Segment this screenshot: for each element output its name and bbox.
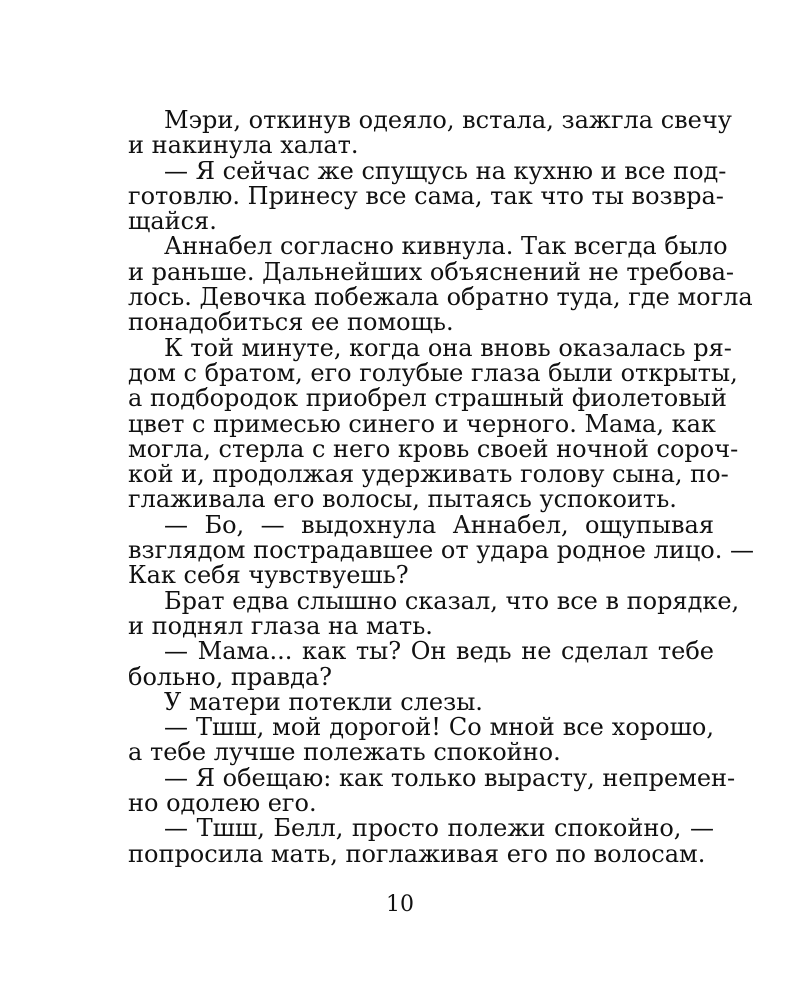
- text-line: попросила мать, поглаживая его по волосам.: [128, 839, 706, 868]
- text-line: цвет с примесью синего и черного. Мама, как: [128, 409, 716, 438]
- text-line: глаживала его волосы, пытаясь успокоить.: [128, 485, 677, 514]
- text-line: щайся.: [128, 207, 217, 236]
- text-line: больно, правда?: [128, 662, 333, 691]
- text-line: У матери потекли слезы.: [164, 687, 483, 716]
- text-line: лось. Девочка побежала обратно туда, где могла: [128, 283, 753, 312]
- text-line: — Тшш, Белл, просто полежи спокойно, —: [164, 814, 714, 843]
- text-line: Брат едва слышно сказал, что все в порядке,: [164, 586, 740, 615]
- text-line: но одолею его.: [128, 789, 317, 818]
- text-line: и раньше. Дальнейших объяснений не требова-: [128, 257, 734, 286]
- text-line: взглядом пострадавшее от удара родное лицо. —: [128, 536, 754, 565]
- text-line: готовлю. Принесу все сама, так что ты возвра-: [128, 181, 724, 210]
- text-line: Аннабел согласно кивнула. Так всегда было: [164, 232, 728, 261]
- text-line: — Мама... как ты? Он ведь не сделал тебе: [164, 637, 714, 666]
- text-line: кой и, продолжая удерживать голову сына, по-: [128, 460, 729, 489]
- text-line: дом с братом, его голубые глаза были открыты,: [128, 358, 738, 387]
- text-line: — Я обещаю: как только вырасту, непремен-: [164, 763, 736, 792]
- text-line: могла, стерла с него кровь своей ночной сороч-: [128, 434, 739, 463]
- body-text: [128, 106, 754, 868]
- page-number: 10: [386, 892, 414, 917]
- text-line: и накинула халат.: [128, 131, 359, 160]
- text-line: понадобиться ее помощь.: [128, 308, 454, 337]
- text-line: Мэри, откинув одеяло, встала, зажгла свечу: [164, 106, 732, 134]
- text-line: а тебе лучше полежать спокойно.: [128, 738, 561, 767]
- text-line: — Тшш, мой дорогой! Со мной все хорошо,: [164, 713, 714, 742]
- text-line: и поднял глаза на мать.: [128, 611, 433, 640]
- text-line: — Я сейчас же спущусь на кухню и все под-: [164, 156, 727, 185]
- text-line: — Бо, — выдохнула Аннабел, ощупывая: [164, 510, 714, 539]
- text-line: а подбородок приобрел страшный фиолетовый: [128, 384, 727, 413]
- text-line: К той минуте, когда она вновь оказалась ря-: [164, 333, 732, 362]
- text-line: Как себя чувствуешь?: [128, 561, 409, 590]
